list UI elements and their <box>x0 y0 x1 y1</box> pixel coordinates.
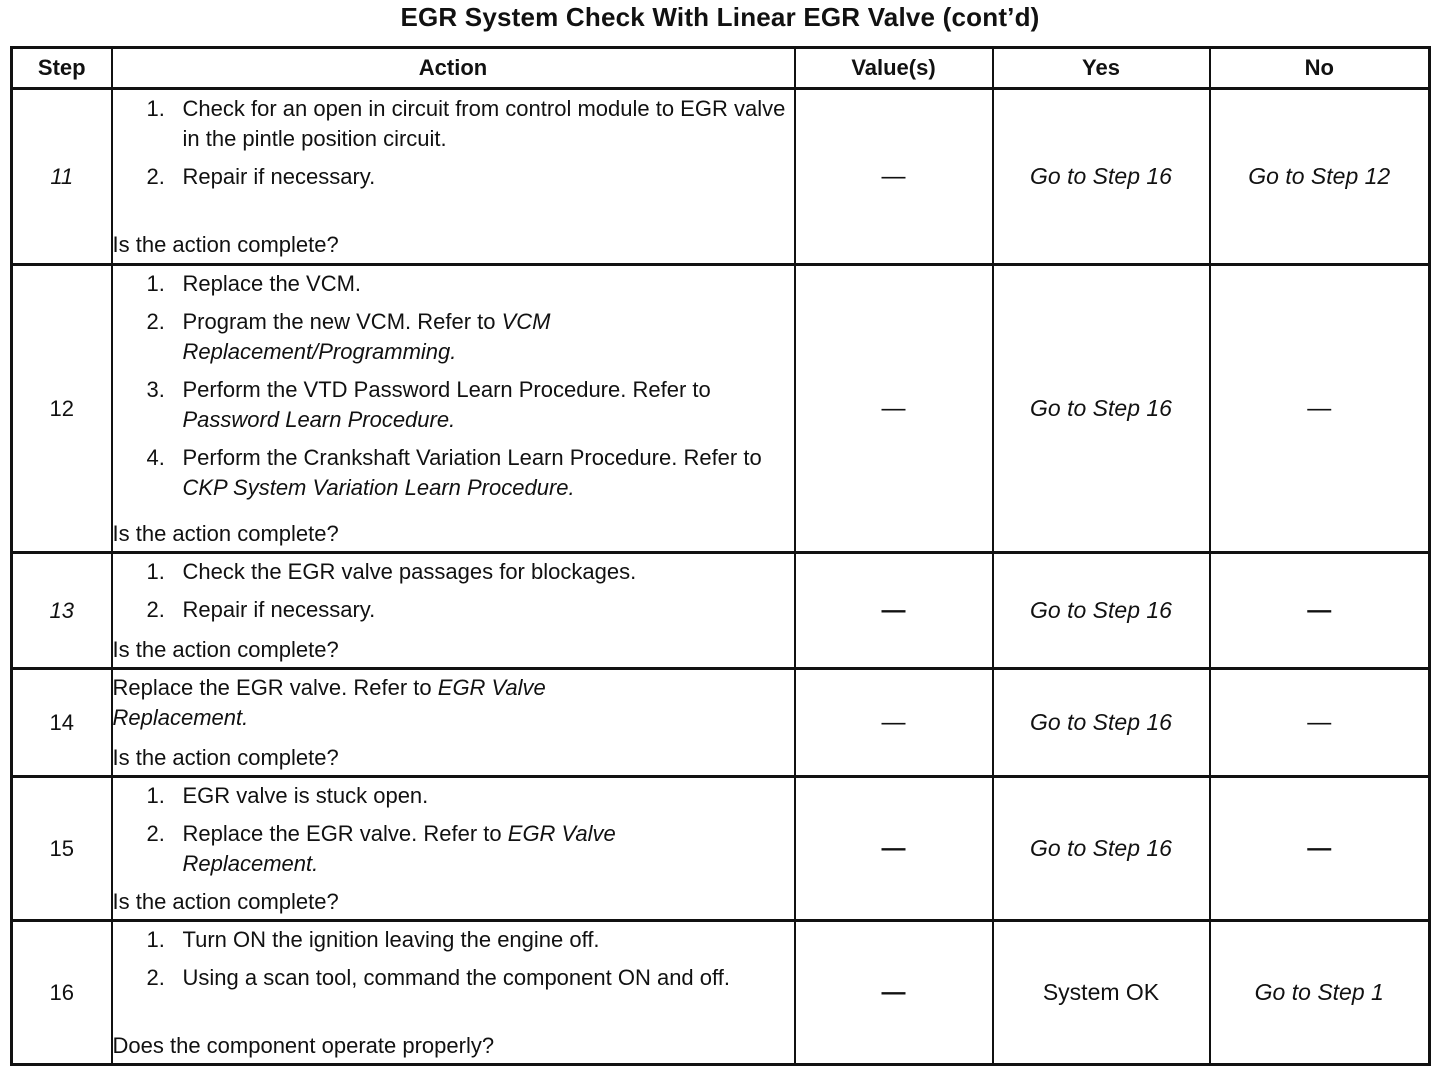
value-cell: — <box>795 553 993 669</box>
action-item: 1. Turn ON the ignition leaving the engine off. <box>146 926 600 952</box>
yes-cell: Go to Step 16 <box>993 553 1210 669</box>
action-item: 3. Perform the VTD Password Learn Procedure. Refer to Password Learn Procedure. <box>146 376 711 432</box>
yes-cell: Go to Step 16 <box>993 777 1210 921</box>
action-list <box>113 94 794 192</box>
table-row <box>12 921 1430 1065</box>
action-question: Is the action complete? <box>112 636 339 662</box>
action-item: 2. Replace the EGR valve. Refer to EGR Valve Replacement. <box>146 820 616 876</box>
action-item: 1. Replace the VCM. <box>146 270 362 296</box>
header-row <box>12 48 1430 89</box>
action-cell <box>112 921 795 1065</box>
yes-cell: Go to Step 16 <box>993 89 1210 265</box>
table-row <box>12 89 1430 265</box>
action-question: Is the action complete? <box>112 231 339 257</box>
no-cell: Go to Step 1 <box>1210 921 1430 1065</box>
action-question: Is the action complete? <box>112 520 339 546</box>
value-cell: — <box>795 265 993 553</box>
value-cell: — <box>795 921 993 1065</box>
no-cell: — <box>1210 669 1430 777</box>
action-list <box>113 781 794 879</box>
table-row <box>12 669 1430 777</box>
action-item: 1. Check for an open in circuit from control module to EGR valve in the pintle position circuit. <box>146 95 786 151</box>
table-row <box>12 265 1430 553</box>
action-list <box>113 557 794 625</box>
action-cell <box>112 669 795 777</box>
action-list <box>113 925 794 993</box>
header-action: Action <box>112 48 795 89</box>
step-number: 13 <box>12 553 112 669</box>
diagnostic-table <box>10 46 1431 1066</box>
action-item: 2. Program the new VCM. Refer to VCM Replacement/Programming. <box>146 308 551 364</box>
action-question: Is the action complete? <box>112 744 339 770</box>
action-text: Replace the EGR valve. Refer to EGR Valve Replacement. <box>112 674 546 730</box>
action-item: 2. Repair if necessary. <box>146 596 376 622</box>
action-item: 1. Check the EGR valve passages for blockages. <box>146 558 637 584</box>
action-cell <box>112 265 795 553</box>
no-cell: — <box>1210 265 1430 553</box>
action-cell <box>112 553 795 669</box>
action-item: 1. EGR valve is stuck open. <box>146 782 429 808</box>
header-step: Step <box>12 48 112 89</box>
table-row <box>12 553 1430 669</box>
no-cell: Go to Step 12 <box>1210 89 1430 265</box>
page-title: EGR System Check With Linear EGR Valve (cont’d) <box>400 2 1040 32</box>
action-item: 2. Repair if necessary. <box>146 163 376 189</box>
action-cell <box>112 89 795 265</box>
no-cell: — <box>1210 553 1430 669</box>
step-number: 15 <box>12 777 112 921</box>
step-number: 16 <box>12 921 112 1065</box>
action-item: 2. Using a scan tool, command the component ON and off. <box>146 964 730 990</box>
yes-cell: System OK <box>993 921 1210 1065</box>
value-cell: — <box>795 777 993 921</box>
value-cell: — <box>795 89 993 265</box>
action-question: Is the action complete? <box>112 888 339 914</box>
action-item: 4. Perform the Crankshaft Variation Learn Procedure. Refer to CKP System Variation Learn Procedure. <box>146 444 762 500</box>
header-values: Value(s) <box>795 48 993 89</box>
no-cell: — <box>1210 777 1430 921</box>
step-number: 11 <box>12 89 112 265</box>
value-cell: — <box>795 669 993 777</box>
step-number: 14 <box>12 669 112 777</box>
yes-cell: Go to Step 16 <box>993 265 1210 553</box>
table-row <box>12 777 1430 921</box>
step-number: 12 <box>12 265 112 553</box>
header-no: No <box>1210 48 1430 89</box>
action-question: Does the component operate properly? <box>112 1032 495 1058</box>
header-yes: Yes <box>993 48 1210 89</box>
action-list <box>113 269 794 503</box>
action-cell <box>112 777 795 921</box>
yes-cell: Go to Step 16 <box>993 669 1210 777</box>
